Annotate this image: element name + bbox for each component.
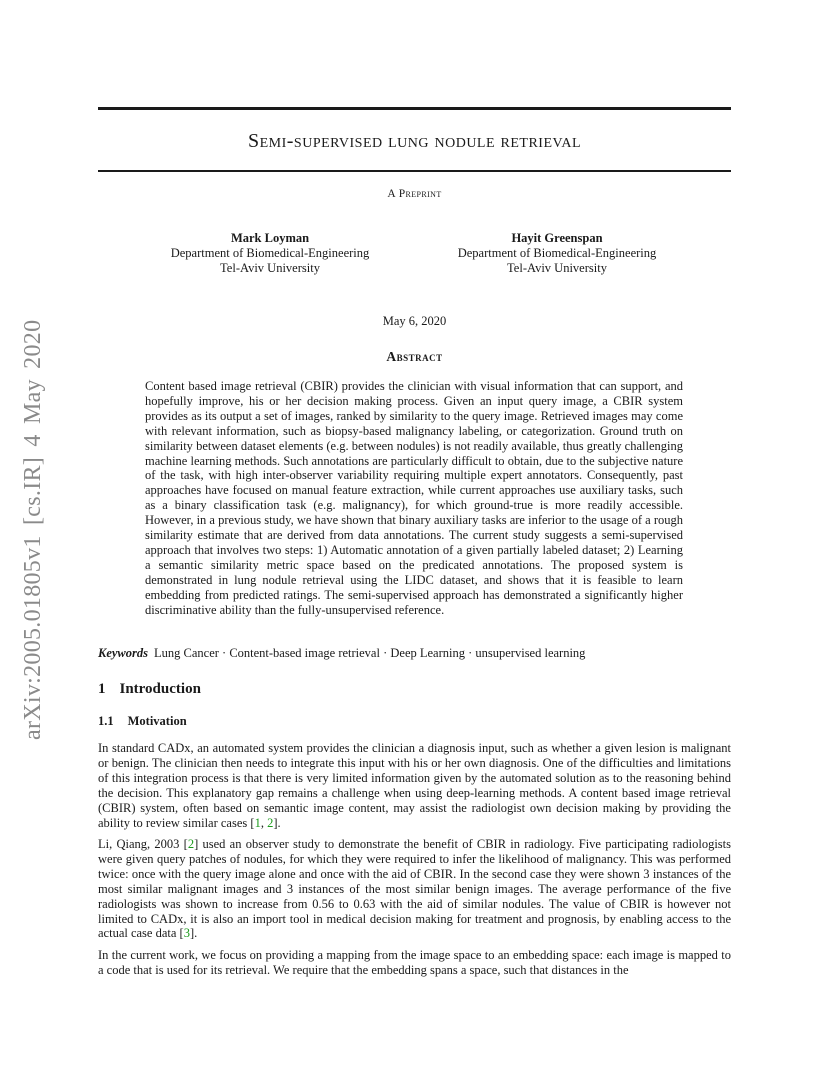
subsection-title: Motivation <box>127 714 187 728</box>
abstract-text: Content based image retrieval (CBIR) provides the clinician with visual information that can support, and hopefully improve, his or her decision making process. Given an input query image, a CBIR system provides as its output a set of images, ranked by similarity to the query image. Retrieved images may come with relevant information, such as biopsy-based malignancy labeling, or categorization. Ground truth on similarity between dataset elements (e.g. between nodules) is not readily available, thus greatly challenging machine learning methods. Such annotations are particularly difficult to obtain, due to the subjective nature of the task, with high inter-observer variability requiring multiple expert annotators. Consequently, past approaches have focused on manual feature extraction, while current approaches use auxiliary tasks, such as a binary classification task (e.g. malignancy), for which ground-true is more readily accessible. However, in a previous study, we have shown that binary auxiliary tasks are inferior to the usage of a rough similarity estimate that are derived from data annotations. The current study suggests a semi-supervised approach that involves two steps: 1) Automatic annotation of a given partially labeled dataset; 2) Learning a semantic similarity metric space based on the predicated annotations. The proposed system is demonstrated in lung nodule retrieval using the LIDC dataset, and shows that it is feasible to learn embedding from predicted ratings. The semi-supervised approach has demonstrated a significantly higher discriminative ability than the fully-unsupervised reference. <box>145 379 683 617</box>
citation-separator: , <box>260 815 268 830</box>
paragraph-3: In the current work, we focus on providing a mapping from the image space to an embedding space: each image is mapped to a code that is used for its retrieval. We require that the embedding spans a space, such that distances in the <box>98 948 731 977</box>
title-rule-bottom <box>98 170 731 172</box>
abstract-heading: Abstract <box>386 349 443 364</box>
section-heading-introduction <box>98 681 201 698</box>
title-rule-top <box>98 107 731 110</box>
publication-date: May 6, 2020 <box>382 314 447 328</box>
author-name: Mark Loyman <box>230 231 310 245</box>
keywords-text: Lung Cancer · Content-based image retrieval · Deep Learning · unsupervised learning <box>154 646 586 660</box>
section-number: 1 <box>98 681 106 697</box>
paragraph-text: Li, Qiang, 2003 [ <box>98 837 188 851</box>
author-department: Department of Biomedical-Engineering <box>170 246 370 260</box>
author-department: Department of Biomedical-Engineering <box>457 246 657 260</box>
paragraph-1 <box>98 741 731 830</box>
citation-link[interactable]: 2 <box>187 837 195 851</box>
paper-title: Semi-supervised lung nodule retrieval <box>247 130 581 152</box>
author-block-2 <box>427 231 687 276</box>
arxiv-identifier-stamp: arXiv:2005.01805v1 [cs.IR] 4 May 2020 <box>20 319 46 740</box>
citation-link[interactable]: 3 <box>183 926 190 941</box>
author-affiliation: Tel-Aviv University <box>220 261 320 275</box>
section-title: Introduction <box>119 681 201 697</box>
subsection-heading-motivation <box>98 714 187 729</box>
citation-link[interactable]: 2 <box>267 815 274 830</box>
paragraph-text: In standard CADx, an automated system provides the clinician a diagnosis input, such as whether a given lesion is malignant or benign. The clinician then needs to integrate this input with his or her own diagnosis. One of the difficulties and limitations of this integration process is that there is very limited information given by the automated solution as to the reasoning behind the decision. This explanatory gap remains a challenge when using deep-learning methods. A content based image retrieval (CBIR) system, often based on semantic image content, may assist the radiologist own decision making by providing the ability to review similar cases [ <box>98 741 731 830</box>
author-name: Hayit Greenspan <box>511 231 603 245</box>
citation-link[interactable]: 1 <box>254 815 261 830</box>
paragraph-text: ]. <box>273 815 281 830</box>
author-affiliation: Tel-Aviv University <box>507 261 607 275</box>
author-block-1 <box>140 231 400 276</box>
paragraph-text: ] used an observer study to demonstrate the benefit of CBIR in radiology. Five participating radiologists were given query patches of nodules, for which they were required to infer the likelihood of malignancy. This was performed twice: once with the query image alone and once with the aid of CBIR. In the second case they were shown 3 instances of the most similar malignant images and 3 instances of the most similar benign images. The average performance of the five radiologists was shown to increase from 0.56 to 0.63 with the aid of similar nodules. The value of CBIR is however not limited to CADx, it is also an import tool in medical decision making for treatment and prognosis, by enabling access to the actual case data [ <box>98 837 731 941</box>
keywords-label: Keywords <box>98 646 148 660</box>
keywords-line <box>98 646 731 661</box>
paragraph-2 <box>98 837 731 941</box>
paragraph-text: ]. <box>189 926 198 941</box>
preprint-label: A Preprint <box>387 188 442 200</box>
subsection-number: 1.1 <box>98 714 114 728</box>
